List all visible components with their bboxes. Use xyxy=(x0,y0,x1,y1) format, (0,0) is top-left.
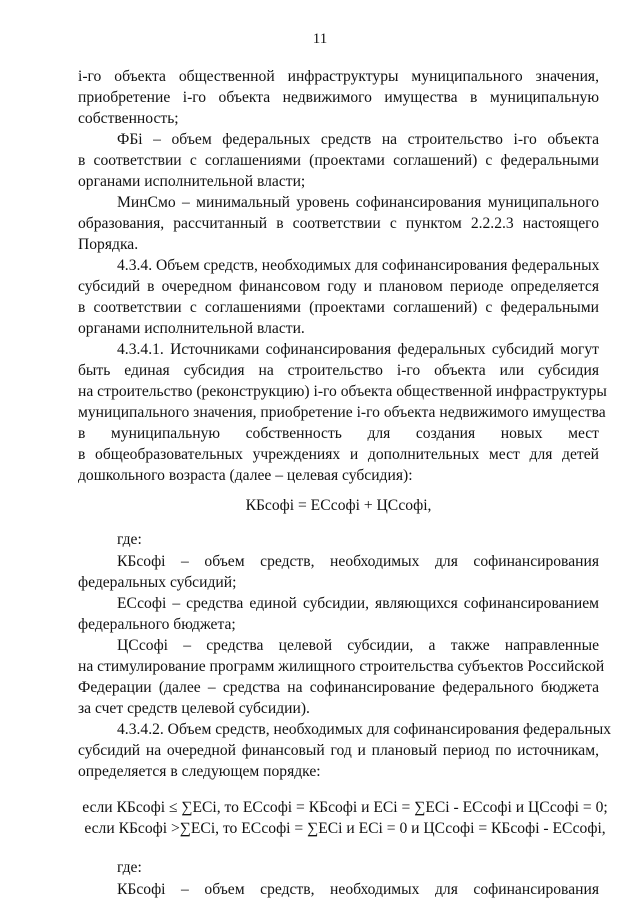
text-line: Порядка. xyxy=(78,236,139,253)
text-line: ЕСсофi – средства единой субсидии, являющихся софинансированием xyxy=(117,595,599,612)
text-line: определяется в следующем порядке: xyxy=(78,763,321,780)
text-line: муниципального значения, приобретение i-го объекта недвижимого имущества xyxy=(78,404,606,421)
page-number: 11 xyxy=(312,31,328,47)
text-line: где: xyxy=(117,859,142,876)
text-line: ЦСсофi – средства целевой субсидии, а также направленные xyxy=(117,637,599,654)
text-line: образования, рассчитанный в соответствии с пунктом 2.2.2.3 настоящего xyxy=(78,215,599,232)
text-line: где: xyxy=(117,531,142,548)
text-line: 4.3.4.1. Источниками софинансирования федеральных субсидий могут xyxy=(117,341,599,358)
text-line: субсидий на очередной финансовый год и плановый период по источникам, xyxy=(78,742,599,759)
text-line: в общеобразовательных учреждениях и дополнительных мест для детей xyxy=(78,446,599,463)
text-line: в соответствии с соглашениями (проектами соглашений) с федеральными xyxy=(78,152,599,169)
formula: КБсофi = ЕСсофi + ЦСсофi, xyxy=(245,497,432,514)
formula: если КБсофi >∑ЕСi, то ЕСсофi = ∑ЕСi и ЕСi = 0 и ЦСсофi = КБсофi - ЕСсофi, xyxy=(84,820,606,837)
text-line: в муниципальную собственность для создания новых мест xyxy=(78,425,599,442)
text-line: в соответствии с соглашениями (проектами соглашений) с федеральными xyxy=(78,299,599,316)
text-line: быть единая субсидия на строительство i-го объекта или субсидия xyxy=(78,362,599,379)
text-line: МинСмо – минимальный уровень софинансирования муниципального xyxy=(117,194,599,211)
text-line: ФБi – объем федеральных средств на строительство i-го объекта xyxy=(117,131,599,148)
text-line: 4.3.4.2. Объем средств, необходимых для софинансирования федеральных xyxy=(117,721,612,738)
text-line: органами исполнительной власти. xyxy=(78,320,305,337)
text-line: дошкольного возраста (далее – целевая субсидия): xyxy=(78,467,413,484)
text-line: федеральных субсидий; xyxy=(78,574,237,591)
text-line: за счет средств целевой субсидии). xyxy=(78,700,310,717)
text-line: i-го объекта общественной инфраструктуры муниципального значения, xyxy=(78,68,599,85)
text-line: приобретение i-го объекта недвижимого имущества в муниципальную xyxy=(78,89,599,106)
text-line: собственность; xyxy=(78,110,179,127)
text-line: КБсофi – объем средств, необходимых для софинансирования xyxy=(117,881,599,898)
text-line: федерального бюджета; xyxy=(78,616,236,633)
text-line: 4.3.4. Объем средств, необходимых для софинансирования федеральных xyxy=(117,257,600,274)
text-line: органами исполнительной власти; xyxy=(78,173,306,190)
text-line: на строительство (реконструкцию) i-го объекта общественной инфраструктуры xyxy=(78,383,607,400)
text-line: КБсофi – объем средств, необходимых для софинансирования xyxy=(117,553,599,570)
text-line: Федерации (далее – средства на софинансирование федерального бюджета xyxy=(78,679,599,696)
formula: если КБсофi ≤ ∑ЕСi, то ЕСсофi = КБсофi и ЕСi = ∑ЕСi - ЕСсофi и ЦСсофi = 0; xyxy=(82,799,608,816)
text-line: на стимулирование программ жилищного строительства субъектов Российской xyxy=(78,658,605,675)
text-line: субсидий в очередном финансовом году и плановом периоде определяется xyxy=(78,278,599,295)
